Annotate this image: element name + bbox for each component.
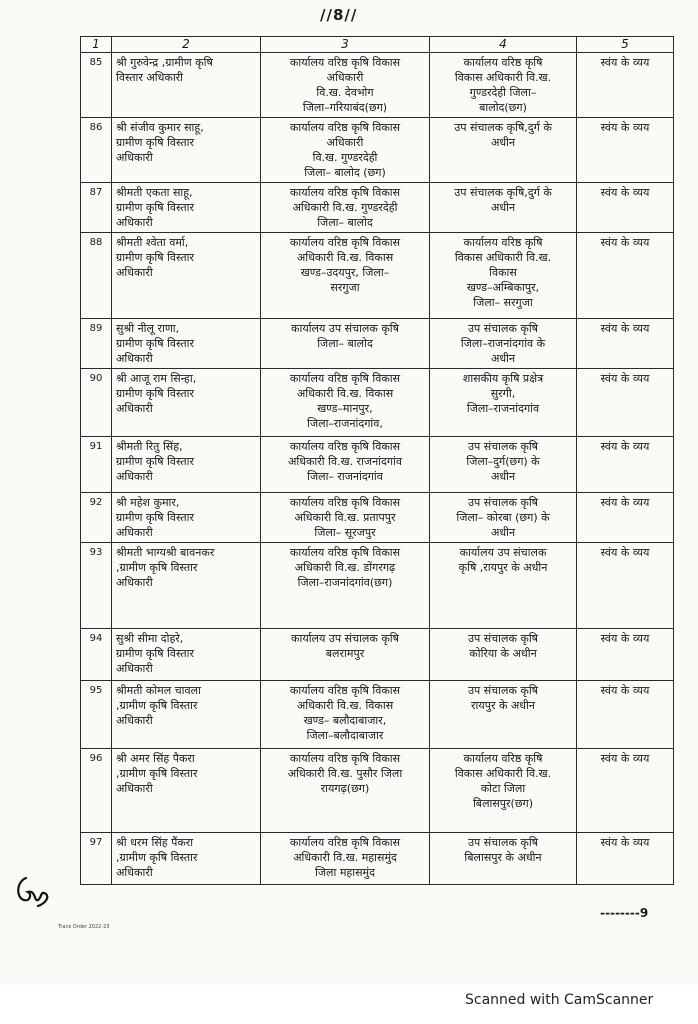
current-office-line: जिला– सूरजपुर — [314, 526, 376, 539]
transfer-office-line: कोटा जिला — [480, 782, 526, 795]
table-row — [81, 118, 674, 183]
table-row — [81, 319, 674, 369]
employee-name-line: श्रीमती श्वेता वर्मा, — [116, 236, 189, 249]
row-number: 95 — [81, 681, 112, 749]
row-number: 88 — [81, 233, 112, 319]
row-number: 87 — [81, 183, 112, 233]
employee-name-line: अधिकारी — [116, 266, 153, 279]
employee-name-cell — [112, 493, 261, 543]
current-office-cell — [261, 749, 430, 833]
transfer-office-line: कार्यालय उप संचालक — [459, 546, 547, 559]
current-office-line: जिला–बलौदाबाजार — [306, 729, 384, 742]
signature-icon — [14, 874, 52, 908]
transfer-office-line: उप संचालक कृषि — [467, 496, 539, 509]
transfer-office-line: उप संचालक कृषि,दुर्ग के — [454, 186, 552, 199]
employee-name-line: श्री आजू राम सिन्हा, — [116, 372, 197, 385]
remark-cell: स्वंय के व्यय — [577, 53, 674, 118]
current-office-cell — [261, 543, 430, 629]
transfer-office-line: कार्यालय वरिष्ठ कृषि — [463, 752, 543, 765]
current-office-line: जिला– राजनांदगांव — [307, 470, 383, 483]
current-office-line: कार्यालय वरिष्ठ कृषि विकास — [289, 836, 401, 849]
current-office-line: अधिकारी वि.ख. डोंगरगढ़ — [294, 561, 396, 574]
current-office-line: कार्यालय वरिष्ठ कृषि विकास — [289, 372, 401, 385]
transfer-office-cell — [430, 493, 577, 543]
row-number: 94 — [81, 629, 112, 681]
transfer-office-cell — [430, 233, 577, 319]
transfer-office-line: विकास अधिकारी वि.ख. — [454, 767, 552, 780]
current-office-line: खण्ड– बलौदाबाजार, — [303, 714, 387, 727]
current-office-line: कार्यालय वरिष्ठ कृषि विकास — [289, 186, 401, 199]
current-office-cell — [261, 437, 430, 493]
employee-name-cell — [112, 543, 261, 629]
current-office-cell — [261, 681, 430, 749]
transfer-office-line: खण्ड–अम्बिकापुर, — [466, 281, 540, 294]
remark-cell: स्वंय के व्यय — [577, 369, 674, 437]
current-office-line: कार्यालय उप संचालक कृषि — [291, 322, 399, 335]
transfer-office-cell — [430, 118, 577, 183]
employee-name-line: श्रीमती रितु सिंह, — [116, 440, 183, 453]
transfer-office-line: उप संचालक कृषि — [467, 322, 539, 335]
transfer-office-line: अधीन — [490, 352, 516, 365]
transfer-office-cell — [430, 629, 577, 681]
employee-name-line: ग्रामीण कृषि विस्तार — [116, 647, 194, 660]
current-office-line: रायगढ़(छग) — [320, 782, 370, 795]
row-number: 86 — [81, 118, 112, 183]
current-office-line: जिला–राजनांदगांव(छग) — [297, 576, 393, 589]
transfer-office-cell — [430, 749, 577, 833]
row-number: 90 — [81, 369, 112, 437]
employee-name-line: ग्रामीण कृषि विस्तार — [116, 387, 194, 400]
current-office-line: अधिकारी वि.ख. प्रतापपुर — [294, 511, 396, 524]
transfer-office-line: अधीन — [490, 136, 516, 149]
transfer-office-line: कार्यालय वरिष्ठ कृषि — [463, 56, 543, 69]
current-office-line: जिला–गरियाबंद(छग) — [302, 101, 388, 114]
transfer-office-line: उप संचालक कृषि,दुर्ग के — [454, 121, 552, 134]
transfer-office-line: कोरिया के अधीन — [469, 647, 537, 660]
employee-name-line: अधिकारी — [116, 402, 153, 415]
current-office-line: जिला महासमुंद — [315, 866, 375, 879]
row-number: 85 — [81, 53, 112, 118]
current-office-line: वि.ख. गुण्डरदेही — [312, 151, 378, 164]
current-office-line: जिला–राजनांदगांव, — [307, 417, 383, 430]
header-col-1: 1 — [81, 37, 112, 53]
current-office-line: अधिकारी — [326, 136, 364, 149]
employee-name-cell — [112, 437, 261, 493]
current-office-line: खण्ड–मानपुर, — [317, 402, 373, 415]
current-office-line: अधिकारी वि.ख. विकास — [296, 699, 394, 712]
transfer-office-line: अधीन — [490, 470, 516, 483]
remark-cell: स्वंय के व्यय — [577, 319, 674, 369]
employee-name-line: अधिकारी — [116, 151, 153, 164]
table-row — [81, 369, 674, 437]
remark-cell: स्वंय के व्यय — [577, 629, 674, 681]
header-col-4: 4 — [430, 37, 577, 53]
row-number: 89 — [81, 319, 112, 369]
table-row — [81, 183, 674, 233]
current-office-line: कार्यालय वरिष्ठ कृषि विकास — [289, 56, 401, 69]
header-col-3: 3 — [261, 37, 430, 53]
transfer-office-cell — [430, 681, 577, 749]
current-office-line: खण्ड–उदयपुर, जिला– — [300, 266, 390, 279]
current-office-line: कार्यालय वरिष्ठ कृषि विकास — [289, 546, 401, 559]
transfer-office-line: उप संचालक कृषि — [467, 632, 539, 645]
current-office-line: अधिकारी — [326, 71, 364, 84]
footer-code: Trans Order 2022-23 — [58, 924, 110, 930]
transfer-office-line: कृषि ,रायपुर के अधीन — [458, 561, 548, 574]
header-col-5: 5 — [577, 37, 674, 53]
employee-name-line: ग्रामीण कृषि विस्तार — [116, 511, 194, 524]
employee-name-line: ग्रामीण कृषि विस्तार — [116, 455, 194, 468]
current-office-line: अधिकारी वि.ख. विकास — [296, 251, 394, 264]
current-office-line: बलरामपुर — [325, 647, 365, 660]
employee-name-line: श्री गुरुवेन्द्र ,ग्रामीण कृषि — [116, 56, 213, 69]
employee-name-line: ग्रामीण कृषि विस्तार — [116, 201, 194, 214]
current-office-line: अधिकारी वि.ख. पुसौर जिला — [287, 767, 403, 780]
employee-name-cell — [112, 53, 261, 118]
remark-cell: स्वंय के व्यय — [577, 833, 674, 885]
transfer-office-line: अधीन — [490, 526, 516, 539]
transfer-office-cell — [430, 543, 577, 629]
transfer-office-line: विकास अधिकारी वि.ख. — [454, 71, 552, 84]
employee-name-cell — [112, 749, 261, 833]
employee-name-line: श्रीमती भाग्यश्री बावनकर — [116, 546, 215, 559]
employee-name-line: श्री धरम सिंह पैंकरा — [116, 836, 194, 849]
current-office-line: कार्यालय उप संचालक कृषि — [291, 632, 399, 645]
current-office-line: अधिकारी वि.ख. गुण्डरदेही — [292, 201, 398, 214]
table-row — [81, 437, 674, 493]
transfer-office-line: सुरगी, — [490, 387, 516, 400]
row-number: 92 — [81, 493, 112, 543]
employee-name-line: ,ग्रामीण कृषि विस्तार — [116, 699, 198, 712]
transfer-office-line: कार्यालय वरिष्ठ कृषि — [463, 236, 543, 249]
current-office-line: कार्यालय वरिष्ठ कृषि विकास — [289, 684, 401, 697]
employee-name-line: अधिकारी — [116, 470, 153, 483]
employee-name-cell — [112, 681, 261, 749]
employee-name-line: ,ग्रामीण कृषि विस्तार — [116, 767, 198, 780]
current-office-cell — [261, 629, 430, 681]
transfer-office-line: जिला–दुर्ग(छग) के — [466, 455, 540, 468]
table-row — [81, 493, 674, 543]
employee-name-line: सुश्री सीमा दोहरे, — [116, 632, 184, 645]
employee-name-cell — [112, 369, 261, 437]
header-col-2: 2 — [112, 37, 261, 53]
employee-name-line: श्री संजीव कुमार साहू, — [116, 121, 204, 134]
employee-name-line: श्रीमती एकता साहू, — [116, 186, 193, 199]
employee-name-line: अधिकारी — [116, 782, 153, 795]
transfer-office-line: बालोद(छग) — [479, 101, 527, 114]
employee-name-line: श्री महेश कुमार, — [116, 496, 180, 509]
transfer-office-line: विकास — [489, 266, 517, 279]
current-office-line: कार्यालय वरिष्ठ कृषि विकास — [289, 121, 401, 134]
row-number: 91 — [81, 437, 112, 493]
page-number: //8// — [320, 6, 358, 24]
transfer-office-cell — [430, 369, 577, 437]
current-office-cell — [261, 53, 430, 118]
remark-cell: स्वंय के व्यय — [577, 183, 674, 233]
transfer-table — [80, 36, 674, 885]
current-office-cell — [261, 233, 430, 319]
remark-cell: स्वंय के व्यय — [577, 749, 674, 833]
transfer-office-cell — [430, 833, 577, 885]
transfer-office-line: गुण्डरदेही जिला– — [469, 86, 537, 99]
table-header-row — [81, 37, 674, 53]
row-number: 96 — [81, 749, 112, 833]
table-row — [81, 233, 674, 319]
employee-name-line: अधिकारी — [116, 576, 153, 589]
employee-name-line: सुश्री नीलू राणा, — [116, 322, 180, 335]
current-office-line: कार्यालय वरिष्ठ कृषि विकास — [289, 236, 401, 249]
current-office-cell — [261, 319, 430, 369]
table-row — [81, 629, 674, 681]
table-row — [81, 681, 674, 749]
transfer-office-line: रायपुर के अधीन — [470, 699, 536, 712]
employee-name-line: ग्रामीण कृषि विस्तार — [116, 337, 194, 350]
transfer-office-cell — [430, 319, 577, 369]
transfer-office-cell — [430, 53, 577, 118]
table-row — [81, 833, 674, 885]
employee-name-line: ग्रामीण कृषि विस्तार — [116, 136, 194, 149]
transfer-office-line: जिला– कोरबा (छग) के — [456, 511, 550, 524]
current-office-line: अधिकारी वि.ख. महासमुंद — [293, 851, 397, 864]
transfer-office-line: बिलासपुर(छग) — [472, 797, 534, 810]
current-office-cell — [261, 118, 430, 183]
row-number: 93 — [81, 543, 112, 629]
current-office-line: जिला– बालोद — [317, 337, 373, 350]
current-office-line: जिला– बालोद (छग) — [304, 166, 386, 179]
transfer-office-line: उप संचालक कृषि — [467, 684, 539, 697]
remark-cell: स्वंय के व्यय — [577, 437, 674, 493]
employee-name-line: अधिकारी — [116, 714, 153, 727]
remark-cell: स्वंय के व्यय — [577, 233, 674, 319]
employee-name-line: विस्तार अधिकारी — [116, 71, 184, 84]
table-row — [81, 53, 674, 118]
employee-name-line: अधिकारी — [116, 216, 153, 229]
employee-name-line: अधिकारी — [116, 662, 153, 675]
remark-cell: स्वंय के व्यय — [577, 543, 674, 629]
current-office-cell — [261, 369, 430, 437]
employee-name-line: ,ग्रामीण कृषि विस्तार — [116, 851, 198, 864]
current-office-line: कार्यालय वरिष्ठ कृषि विकास — [289, 440, 401, 453]
remark-cell: स्वंय के व्यय — [577, 118, 674, 183]
current-office-cell — [261, 183, 430, 233]
employee-name-line: श्रीमती कोमल चावला — [116, 684, 201, 697]
transfer-office-line: जिला– सरगुजा — [473, 296, 533, 309]
transfer-office-line: विकास अधिकारी वि.ख. — [454, 251, 552, 264]
transfer-office-line: जिला–राजनांदगांव के — [460, 337, 546, 350]
current-office-line: कार्यालय वरिष्ठ कृषि विकास — [289, 496, 401, 509]
current-office-cell — [261, 833, 430, 885]
employee-name-cell — [112, 833, 261, 885]
employee-name-line: अधिकारी — [116, 352, 153, 365]
transfer-office-line: उप संचालक कृषि — [467, 836, 539, 849]
transfer-office-line: उप संचालक कृषि — [467, 440, 539, 453]
current-office-line: जिला– बालोद — [317, 216, 373, 229]
transfer-office-line: बिलासपुर के अधीन — [464, 851, 542, 864]
next-page-marker: --------9 — [600, 906, 649, 920]
employee-name-line: श्री अमर सिंह पैकरा — [116, 752, 195, 765]
employee-name-line: ,ग्रामीण कृषि विस्तार — [116, 561, 198, 574]
employee-name-line: अधिकारी — [116, 526, 153, 539]
employee-name-cell — [112, 233, 261, 319]
current-office-line: कार्यालय वरिष्ठ कृषि विकास — [289, 752, 401, 765]
current-office-line: अधिकारी वि.ख. विकास — [296, 387, 394, 400]
current-office-line: सरगुजा — [330, 281, 360, 294]
employee-name-cell — [112, 319, 261, 369]
employee-name-line: ग्रामीण कृषि विस्तार — [116, 251, 194, 264]
table-row — [81, 749, 674, 833]
transfer-office-line: शासकीय कृषि प्रक्षेत्र — [462, 372, 544, 385]
remark-cell: स्वंय के व्यय — [577, 681, 674, 749]
remark-cell: स्वंय के व्यय — [577, 493, 674, 543]
row-number: 97 — [81, 833, 112, 885]
employee-name-cell — [112, 118, 261, 183]
table-row — [81, 543, 674, 629]
transfer-office-cell — [430, 437, 577, 493]
current-office-cell — [261, 493, 430, 543]
current-office-line: वि.ख. देवभोग — [316, 86, 374, 99]
transfer-office-line: जिला–राजनांदगांव — [466, 402, 540, 415]
current-office-line: अधिकारी वि.ख. राजनांदगांव — [287, 455, 403, 468]
employee-name-line: अधिकारी — [116, 866, 153, 879]
employee-name-cell — [112, 629, 261, 681]
transfer-office-cell — [430, 183, 577, 233]
transfer-office-line: अधीन — [490, 201, 516, 214]
camscanner-watermark: Scanned with CamScanner — [465, 992, 654, 1008]
employee-name-cell — [112, 183, 261, 233]
